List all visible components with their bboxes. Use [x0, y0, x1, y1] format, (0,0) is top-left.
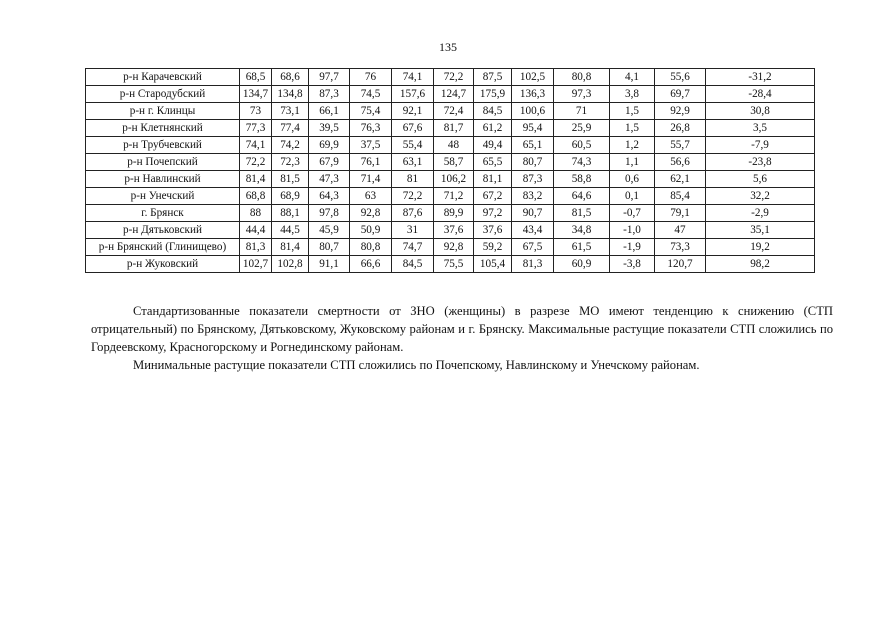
- value-cell: 30,8: [706, 103, 815, 120]
- value-cell: 72,4: [434, 103, 474, 120]
- value-cell: 34,8: [554, 222, 610, 239]
- value-cell: 75,5: [434, 256, 474, 273]
- value-cell: 72,3: [272, 154, 309, 171]
- value-cell: 56,6: [655, 154, 706, 171]
- value-cell: 19,2: [706, 239, 815, 256]
- value-cell: 89,9: [434, 205, 474, 222]
- value-cell: 105,4: [474, 256, 512, 273]
- value-cell: 134,8: [272, 86, 309, 103]
- value-cell: 50,9: [350, 222, 392, 239]
- value-cell: 72,2: [240, 154, 272, 171]
- value-cell: 61,5: [554, 239, 610, 256]
- value-cell: 68,6: [272, 69, 309, 86]
- district-name-cell: р-н Дятьковский: [86, 222, 240, 239]
- value-cell: 25,9: [554, 120, 610, 137]
- value-cell: 45,9: [309, 222, 350, 239]
- value-cell: 35,1: [706, 222, 815, 239]
- value-cell: 74,7: [392, 239, 434, 256]
- value-cell: 44,4: [240, 222, 272, 239]
- district-name-cell: р-н Брянский (Глинищево): [86, 239, 240, 256]
- table-row: [86, 154, 815, 171]
- value-cell: 81,5: [554, 205, 610, 222]
- value-cell: 37,6: [434, 222, 474, 239]
- value-cell: 66,1: [309, 103, 350, 120]
- value-cell: 63,1: [392, 154, 434, 171]
- table-row: [86, 86, 815, 103]
- page-number: 135: [439, 40, 457, 54]
- value-cell: 39,5: [309, 120, 350, 137]
- value-cell: 55,4: [392, 137, 434, 154]
- value-cell: 136,3: [512, 86, 554, 103]
- district-name-cell: р-н Жуковский: [86, 256, 240, 273]
- value-cell: 106,2: [434, 171, 474, 188]
- table-row: [86, 256, 815, 273]
- value-cell: -1,0: [610, 222, 655, 239]
- value-cell: -1,9: [610, 239, 655, 256]
- value-cell: 32,2: [706, 188, 815, 205]
- value-cell: 58,7: [434, 154, 474, 171]
- value-cell: 26,8: [655, 120, 706, 137]
- value-cell: 80,7: [512, 154, 554, 171]
- value-cell: 67,6: [392, 120, 434, 137]
- value-cell: 88: [240, 205, 272, 222]
- value-cell: 1,5: [610, 103, 655, 120]
- value-cell: 102,7: [240, 256, 272, 273]
- mortality-table: [85, 68, 815, 273]
- value-cell: 66,6: [350, 256, 392, 273]
- value-cell: 87,3: [512, 171, 554, 188]
- value-cell: 81,4: [240, 171, 272, 188]
- value-cell: 120,7: [655, 256, 706, 273]
- value-cell: 59,2: [474, 239, 512, 256]
- value-cell: 71: [554, 103, 610, 120]
- value-cell: 68,5: [240, 69, 272, 86]
- value-cell: 68,9: [272, 188, 309, 205]
- value-cell: 1,5: [610, 120, 655, 137]
- table-row: [86, 222, 815, 239]
- value-cell: 102,8: [272, 256, 309, 273]
- value-cell: 49,4: [474, 137, 512, 154]
- district-name-cell: р-н Унечский: [86, 188, 240, 205]
- value-cell: 63: [350, 188, 392, 205]
- value-cell: 4,1: [610, 69, 655, 86]
- value-cell: 73,3: [655, 239, 706, 256]
- value-cell: 124,7: [434, 86, 474, 103]
- value-cell: 97,8: [309, 205, 350, 222]
- value-cell: 84,5: [474, 103, 512, 120]
- value-cell: 74,1: [240, 137, 272, 154]
- value-cell: 73: [240, 103, 272, 120]
- value-cell: 61,2: [474, 120, 512, 137]
- value-cell: 60,9: [554, 256, 610, 273]
- value-cell: -7,9: [706, 137, 815, 154]
- table-row: [86, 103, 815, 120]
- table-row: [86, 120, 815, 137]
- value-cell: 77,4: [272, 120, 309, 137]
- value-cell: 98,2: [706, 256, 815, 273]
- value-cell: 90,7: [512, 205, 554, 222]
- value-cell: 88,1: [272, 205, 309, 222]
- value-cell: 83,2: [512, 188, 554, 205]
- value-cell: 175,9: [474, 86, 512, 103]
- value-cell: 62,1: [655, 171, 706, 188]
- value-cell: 81,3: [240, 239, 272, 256]
- value-cell: 71,4: [350, 171, 392, 188]
- value-cell: 47: [655, 222, 706, 239]
- value-cell: 80,7: [309, 239, 350, 256]
- district-name-cell: р-н Карачевский: [86, 69, 240, 86]
- value-cell: 0,6: [610, 171, 655, 188]
- value-cell: 60,5: [554, 137, 610, 154]
- value-cell: 102,5: [512, 69, 554, 86]
- value-cell: 97,3: [554, 86, 610, 103]
- value-cell: 68,8: [240, 188, 272, 205]
- table-row: [86, 69, 815, 86]
- value-cell: 37,6: [474, 222, 512, 239]
- table-row: [86, 239, 815, 256]
- value-cell: 92,8: [434, 239, 474, 256]
- value-cell: -28,4: [706, 86, 815, 103]
- value-cell: 81,3: [512, 256, 554, 273]
- value-cell: 76,3: [350, 120, 392, 137]
- value-cell: 44,5: [272, 222, 309, 239]
- value-cell: 47,3: [309, 171, 350, 188]
- value-cell: 72,2: [392, 188, 434, 205]
- text-block: [91, 302, 833, 374]
- value-cell: 48: [434, 137, 474, 154]
- district-name-cell: р-н Навлинский: [86, 171, 240, 188]
- district-name-cell: р-н г. Клинцы: [86, 103, 240, 120]
- paragraph-2: Минимальные растущие показатели СТП сложились по Почепскому, Навлинскому и Унечскому районам.: [133, 358, 700, 372]
- table-body: [86, 69, 815, 273]
- district-name-cell: г. Брянск: [86, 205, 240, 222]
- value-cell: 5,6: [706, 171, 815, 188]
- value-cell: 3,8: [610, 86, 655, 103]
- value-cell: 81,1: [474, 171, 512, 188]
- value-cell: 74,5: [350, 86, 392, 103]
- value-cell: 65,5: [474, 154, 512, 171]
- value-cell: 134,7: [240, 86, 272, 103]
- value-cell: 87,6: [392, 205, 434, 222]
- value-cell: 87,3: [309, 86, 350, 103]
- value-cell: 77,3: [240, 120, 272, 137]
- value-cell: 37,5: [350, 137, 392, 154]
- value-cell: 43,4: [512, 222, 554, 239]
- value-cell: 67,5: [512, 239, 554, 256]
- value-cell: 71,2: [434, 188, 474, 205]
- paragraph-1: Стандартизованные показатели смертности от ЗНО (женщины) в разрезе МО имеют тенденцию к снижению (СТП отрицательный) по Брянскому, Дятьковскому, Жуковскому районам и г. Брянску. Максимальные растущие показатели СТП сложились по Гордеевскому, Красногорскому и Рогнединскому районам.: [91, 304, 833, 354]
- value-cell: -2,9: [706, 205, 815, 222]
- district-name-cell: р-н Почепский: [86, 154, 240, 171]
- value-cell: 58,8: [554, 171, 610, 188]
- value-cell: 69,9: [309, 137, 350, 154]
- value-cell: 79,1: [655, 205, 706, 222]
- value-cell: 95,4: [512, 120, 554, 137]
- value-cell: 97,2: [474, 205, 512, 222]
- value-cell: 65,1: [512, 137, 554, 154]
- value-cell: 87,5: [474, 69, 512, 86]
- value-cell: 76: [350, 69, 392, 86]
- value-cell: 64,3: [309, 188, 350, 205]
- value-cell: -3,8: [610, 256, 655, 273]
- value-cell: 91,1: [309, 256, 350, 273]
- value-cell: 92,1: [392, 103, 434, 120]
- value-cell: 74,1: [392, 69, 434, 86]
- table-row: [86, 188, 815, 205]
- value-cell: 3,5: [706, 120, 815, 137]
- value-cell: 100,6: [512, 103, 554, 120]
- value-cell: 81,4: [272, 239, 309, 256]
- value-cell: 0,1: [610, 188, 655, 205]
- value-cell: 80,8: [554, 69, 610, 86]
- value-cell: 31: [392, 222, 434, 239]
- value-cell: -23,8: [706, 154, 815, 171]
- district-name-cell: р-н Клетнянский: [86, 120, 240, 137]
- value-cell: 75,4: [350, 103, 392, 120]
- value-cell: 73,1: [272, 103, 309, 120]
- table-row: [86, 137, 815, 154]
- value-cell: 67,9: [309, 154, 350, 171]
- value-cell: 74,3: [554, 154, 610, 171]
- value-cell: 80,8: [350, 239, 392, 256]
- district-name-cell: р-н Трубчевский: [86, 137, 240, 154]
- value-cell: 81: [392, 171, 434, 188]
- value-cell: 81,5: [272, 171, 309, 188]
- district-name-cell: р-н Стародубский: [86, 86, 240, 103]
- value-cell: 74,2: [272, 137, 309, 154]
- value-cell: 84,5: [392, 256, 434, 273]
- value-cell: 76,1: [350, 154, 392, 171]
- value-cell: 1,2: [610, 137, 655, 154]
- value-cell: 55,6: [655, 69, 706, 86]
- value-cell: 69,7: [655, 86, 706, 103]
- value-cell: 97,7: [309, 69, 350, 86]
- value-cell: 67,2: [474, 188, 512, 205]
- value-cell: 64,6: [554, 188, 610, 205]
- table-row: [86, 171, 815, 188]
- value-cell: 55,7: [655, 137, 706, 154]
- value-cell: 85,4: [655, 188, 706, 205]
- value-cell: -31,2: [706, 69, 815, 86]
- value-cell: 81,7: [434, 120, 474, 137]
- value-cell: -0,7: [610, 205, 655, 222]
- value-cell: 72,2: [434, 69, 474, 86]
- value-cell: 157,6: [392, 86, 434, 103]
- value-cell: 1,1: [610, 154, 655, 171]
- table-row: [86, 205, 815, 222]
- value-cell: 92,8: [350, 205, 392, 222]
- value-cell: 92,9: [655, 103, 706, 120]
